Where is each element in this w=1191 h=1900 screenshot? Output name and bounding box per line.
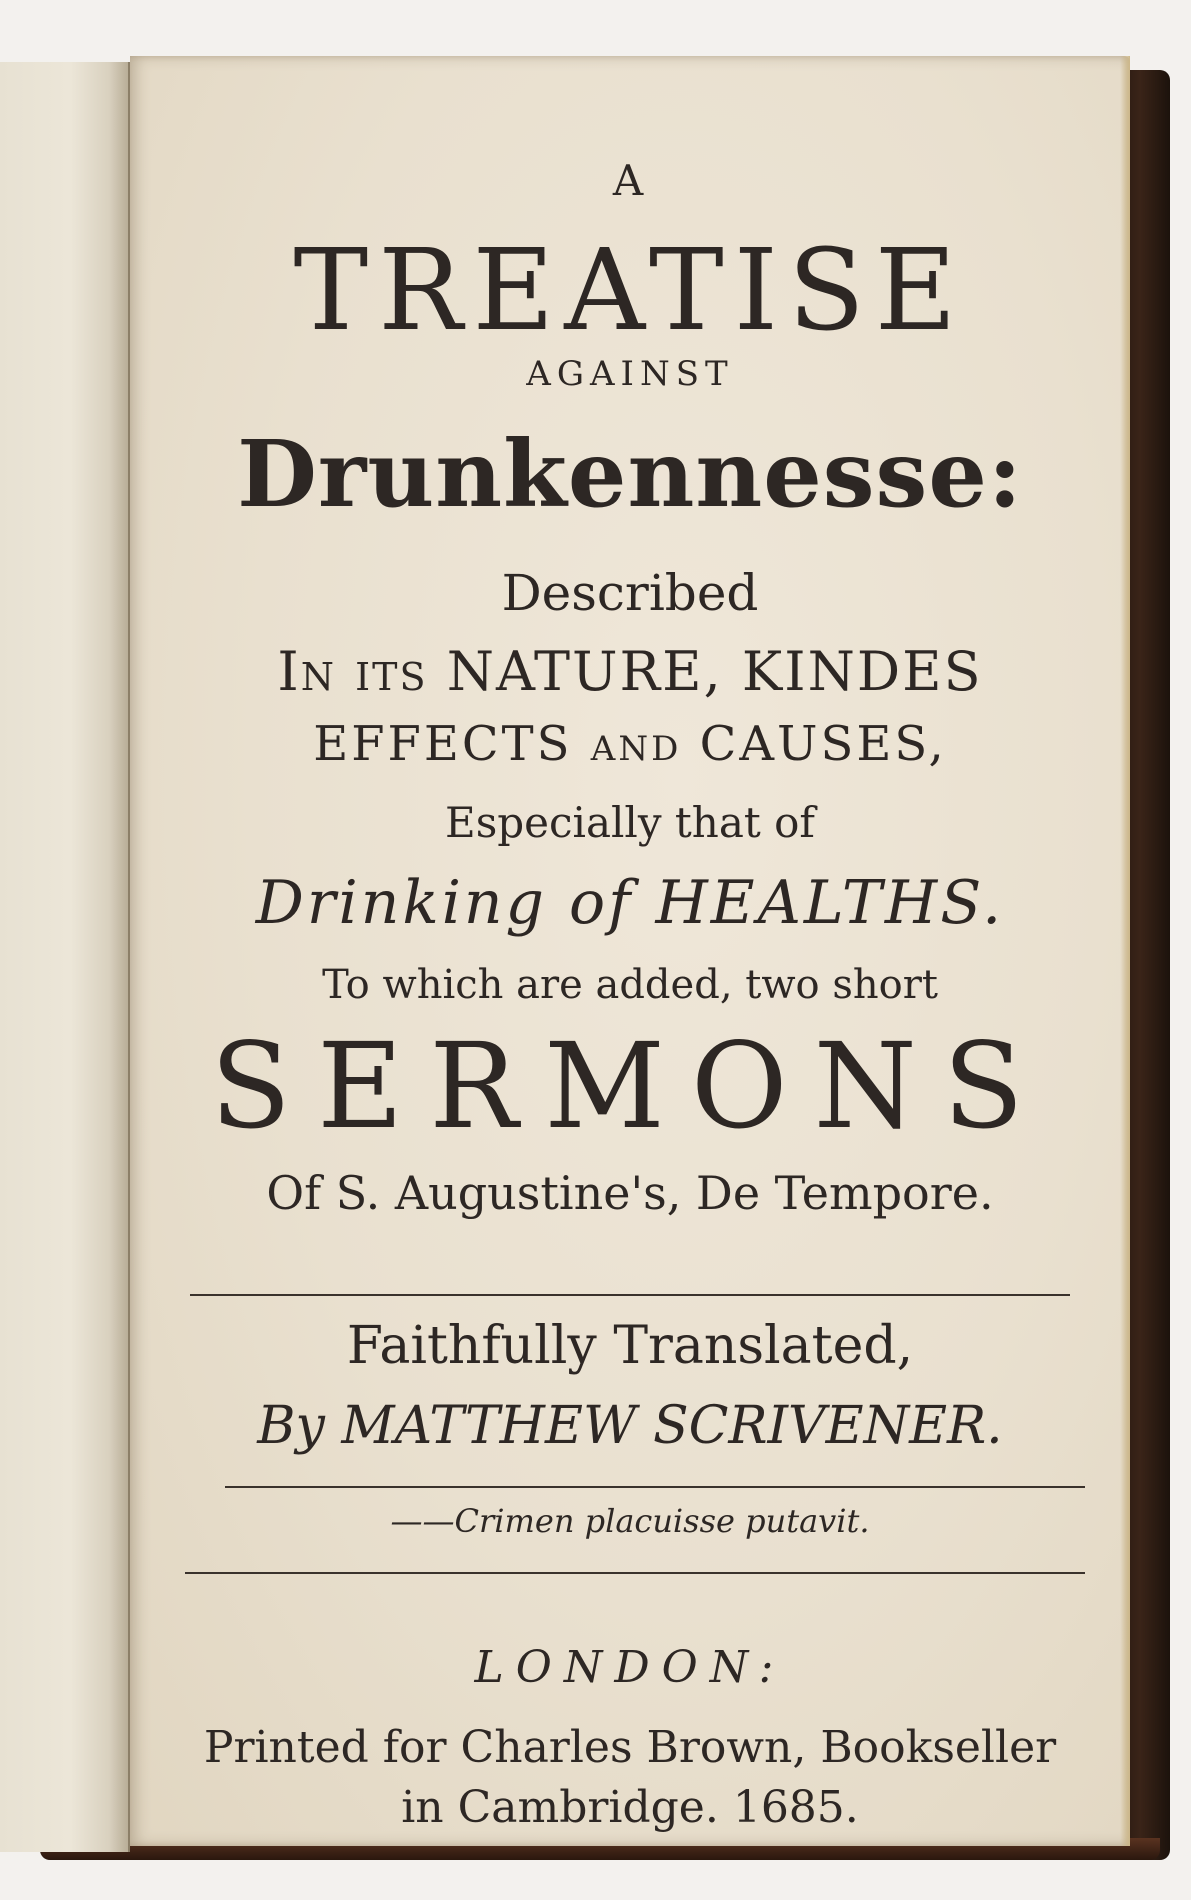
title-drunkennesse: Drunkennesse: [237,420,1023,528]
rule-lower [185,1572,1085,1574]
imprint-city: LONDON: [474,1642,786,1693]
title-page [130,56,1130,1846]
title-article: A [612,156,648,205]
title-treatise: TREATISE [293,226,967,356]
imprint-printer: Printed for Charles Brown, Bookseller [203,1722,1057,1773]
rule-upper [190,1294,1070,1296]
line-effects-causes: EFFECTS and CAUSES, [313,716,947,772]
facing-endpaper [0,62,130,1852]
line-especially: Especially that of [445,798,815,847]
line-motto: ——Crimen placuisse putavit. [390,1502,870,1540]
title-against: AGAINST [526,354,734,394]
line-added: To which are added, two short [322,962,938,1008]
imprint-place-date: in Cambridge. 1685. [401,1782,859,1833]
line-described: Described [501,564,759,622]
rule-middle [225,1486,1085,1488]
line-augustine: Of S. Augustine's, De Tempore. [266,1166,994,1220]
line-translated: Faithfully Translated, [346,1316,914,1376]
title-sermons: SERMONS [210,1017,1050,1155]
line-nature-kindes: In its NATURE, KINDES [277,640,983,703]
line-drinking-healths: Drinking of HEALTHS. [255,868,1005,938]
line-translator: By MATTHEW SCRIVENER. [257,1396,1003,1456]
